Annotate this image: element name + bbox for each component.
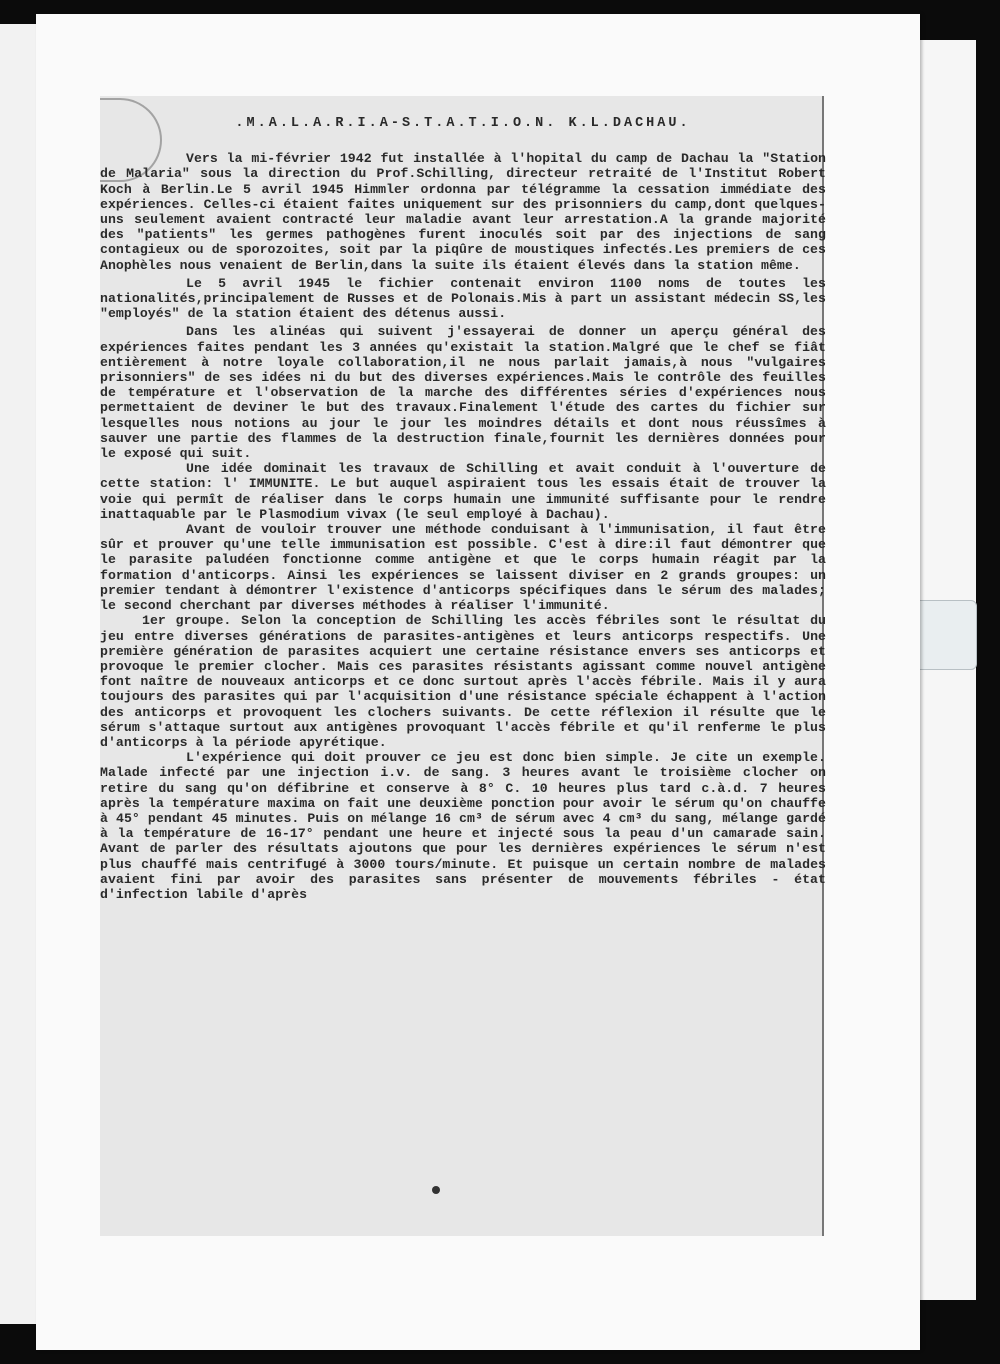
paragraph-5: Avant de vouloir trouver une méthode conduisant à l'immunisation, il faut être sûr et prouver qu'une telle immunisation est possible. C'est à dire:il faut démontrer que le parasite paludéen fonctionne comme antigène et que le corps humain réagit par la formation d'anticorps. Ainsi les expériences se laissent diviser en 2 grands groupes: un premier tendant à démontrer l'existence d'anticorps spécifiques dans le sérum des malades; le second cherchant par diverses méthodes à réaliser l'immunité. [100, 522, 826, 614]
paragraph-6: 1er groupe. Selon la conception de Schilling les accès fébriles sont le résultat du jeu entre diverses générations de parasites-antigènes et leurs anticorps respectifs. Une première génération de parasites acquiert une certaine résistance envers ses anticorps et provoque le premier clocher. Mais ces parasites résistants agissant comme nouvel antigène font naître de nouveaux anticorps et ce donc surtout après l'accès fébrile. Mais il y aura toujours des parasites qui par l'acquisition d'une résistance spéciale échappent à l'action des anticorps et provoquent les clochers suivants. De cette réflexion il résulte que le sérum s'attaque surtout aux antigènes provoquant l'accès fébrile et qu'il renferme le plus d'anticorps à la période apyrétique. [100, 613, 826, 750]
paragraph-4: Une idée dominait les travaux de Schilling et avait conduit à l'ouverture de cette station: l' IMMUNITE. Le but auquel aspiraient tous les essais était de trouver la voie qui permît de réaliser dans le corps humain une immunité suffisante pour le rendre inattaquable par le Plasmodium vivax (le seul employé à Dachau). [100, 461, 826, 522]
ink-mark [432, 1186, 440, 1194]
binder-backing [915, 40, 976, 1300]
paragraph-1: Vers la mi-février 1942 fut installée à l'hopital du camp de Dachau la "Station de Malaria" sous la direction du Prof.Schilling, directeur retraité de l'Institut Robert Koch à Berlin.Le 5 avril 1945 Himmler ordonna par télégramme la cessation immédiate des expériences. Celles-ci étaient faites uniquement sur des prisonniers du camp,dont quelques-uns seulement avaient contracté leur maladie avant leur arrestation.A la grande majorité des "patients" les germes pathogènes furent inoculés soit par des injections de sang contagieux ou de sporozoites, soit par la piqûre de moustiques infectés.Les premiers de ces Anophèles nous venaient de Berlin,dans la suite ils étaient élevés dans la station même. [100, 151, 826, 273]
document-title: .M.A.L.A.R.I.A-S.T.A.T.I.O.N. K.L.DACHAU. [235, 116, 691, 131]
paragraph-3: Dans les alinéas qui suivent j'essayerai de donner un aperçu général des expériences faites pendant les 3 années qu'existait la station.Malgré que le chef se fiât entièrement à notre loyale collaboration,il ne nous parlait jamais,à nous "vulgaires prisonniers" de ses idées ni du but des diverses expériences.Mais le contrôle des feuilles de température et l'observation de la marche des différentes séries d'expériences nous permettaient de deviner le but des travaux.Finalement l'étude des cartes du fichier sur lesquelles nous notions au jour le jour les moindres détails et dont nous réussîmes à sauver une partie des flammes de la destruction finale,fournit les dernières données pour le exposé qui suit. [100, 324, 826, 462]
document-body [100, 116, 826, 902]
paragraph-2: Le 5 avril 1945 le fichier contenait environ 1100 noms de toutes les nationalités,principalement de Russes et de Polonais.Mis à part un assistant médecin SS,les "employés" de la station étaient des détenus aussi. [100, 275, 826, 322]
paragraph-7: L'expérience qui doit prouver ce jeu est donc bien simple. Je cite un exemple. Malade infecté par une injection i.v. de sang. 3 heures avant le troisième clocher on retire du sang qu'on défibrine et conserve à 8° C. 10 heures plus tard c.à.d. 7 heures après la température maxima on fait une deuxième ponction pour avoir le sérum qu'on chauffe à 45° pendant 45 minutes. Puis on mélange 16 cm³ de sérum avec 4 cm³ du sang, mélange gardé à la température de 16-17° pendant une heure et injecté sous la peau d'un camarade sain. Avant de parler des résultats ajoutons que pour les dernières expériences le sérum n'est plus chauffé mais centrifugé à 3000 tours/minute. Et puisque un certain nombre de malades avaient fini par avoir des parasites sans présenter de mouvements fébriles - état d'infection labile d'après [100, 750, 826, 902]
